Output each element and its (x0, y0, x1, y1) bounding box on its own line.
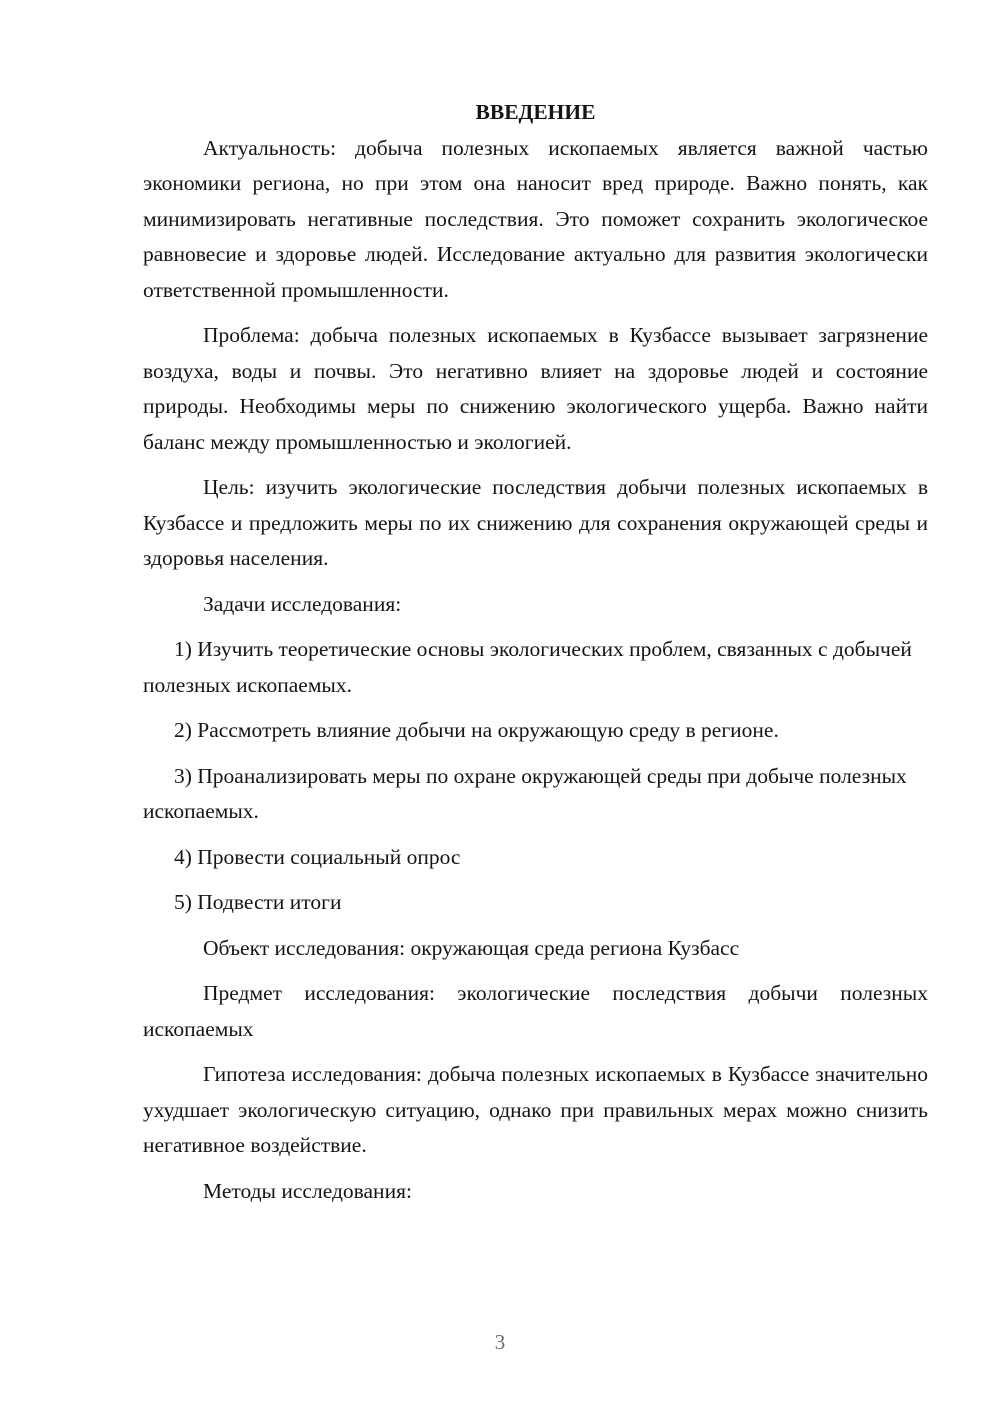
task-item-3: 3) Проанализировать меры по охране окружающей среды при добыче полезных ископаемых. (143, 763, 907, 823)
section-heading: ВВЕДЕНИЕ (475, 100, 596, 124)
page-number: 3 (494, 1330, 506, 1354)
task-item-4: 4) Провести социальный опрос (174, 844, 461, 869)
paragraph-object: Объект исследования: окружающая среда региона Кузбасс (203, 935, 740, 960)
paragraph-goal: Цель: изучить экологические последствия добычи полезных ископаемых в Кузбассе и предложить меры по их снижению для сохранения окружающей среды и здоровья населения. (143, 475, 928, 570)
task-item-2: 2) Рассмотреть влияние добычи на окружающую среду в регионе. (174, 718, 779, 742)
task-item-5: 5) Подвести итоги (174, 890, 342, 914)
tasks-title: Задачи исследования: (203, 591, 402, 616)
methods-title: Методы исследования: (203, 1178, 412, 1203)
document-body (143, 95, 928, 1209)
task-item-1: 1) Изучить теоретические основы экологических проблем, связанных с добычей полезных ископаемых. (143, 637, 912, 697)
paragraph-problem: Проблема: добыча полезных ископаемых в Кузбассе вызывает загрязнение воздуха, воды и почвы. Это негативно влияет на здоровье людей и состояние природы. Необходимы меры по снижению экологического ущерба. Важно найти баланс между промышленностью и экологией. (143, 323, 928, 454)
paragraph-hypothesis: Гипотеза исследования: добыча полезных ископаемых в Кузбассе значительно ухудшает экологическую ситуацию, однако при правильных мерах можно снизить негативное воздействие. (143, 1062, 928, 1157)
paragraph-subject: Предмет исследования: экологические последствия добычи полезных ископаемых (143, 981, 928, 1041)
paragraph-relevance: Актуальность: добыча полезных ископаемых является важной частью экономики региона, но при этом она наносит вред природе. Важно понять, как минимизировать негативные последствия. Это поможет сохранить экологическое равновесие и здоровье людей. Исследование актуально для развития экологически ответственной промышленности. (143, 135, 928, 302)
